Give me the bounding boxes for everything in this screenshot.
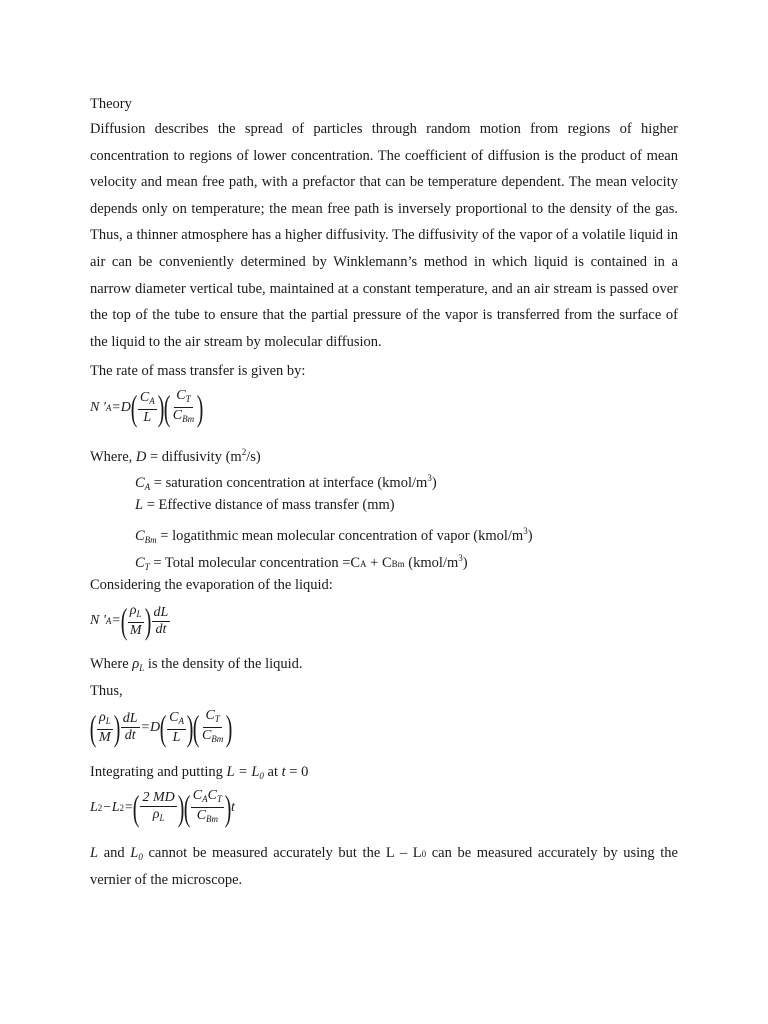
- thus-line: Thus,: [90, 683, 123, 699]
- def-effective-distance: L = Effective distance of mass transfer (mm): [135, 497, 395, 513]
- def-saturation-concentration: $C_A$ = saturation concentration at interface $(kmol/m^3)$: [135, 473, 437, 492]
- equation-evaporation: N ' A = ( $\frac{\rho_L}{M}$ ) $\frac{dL}{dt}$: [90, 601, 169, 641]
- section-heading: Theory: [90, 96, 132, 112]
- def-log-mean-concentration: $C_{Bm}$ = logatithmic mean molecular concentration of vapor $(kmol/m^3)$: [135, 526, 533, 545]
- evaporation-line: Considering the evaporation of the liquid:: [90, 577, 333, 593]
- def-diffusivity: Where, D = diffusivity $(m^2/s)$: [90, 447, 261, 465]
- intro-paragraph: Diffusion describes the spread of particles through random motion from regions of higher concentration to regions of lower concentration. The coefficient of diffusion is the product of mean velocity and mean free path, with a prefactor that can be temperature dependent. The mean velocity depends only on temperature; the mean free path is inversely proportional to the density of the gas. Thus, a thinner atmosphere has a higher diffusivity. The diffusivity of the vapor of a volatile liquid in air can be conveniently determined by Winklemann’s method in which liquid is contained in a narrow diameter vertical tube, maintained at a constant temperature, and an air stream is passed over the top of the tube to ensure that the partial pressure of the vapor is transferred from the surface of the liquid to the air stream by molecular diffusion.: [90, 121, 678, 350]
- integrating-line: Integrating and putting $L = L_0$ at t = 0: [90, 764, 309, 781]
- equation-integrated: L 2 −L 2 = ( $\frac{2 MD}{\rho_L}$ ) ( $\frac{C_AC_T}{C_{Bm}}$ ) t: [90, 787, 235, 828]
- conclusion-line-2: vernier of the microscope.: [90, 872, 243, 888]
- conclusion-line-1: L and $L_0$ cannot be measured accurately but the L – L0 can be measured accurately by using the: [90, 845, 678, 862]
- def-total-concentration: $C_T$ = Total molecular concentration =CA + CBm $(kmol/m^3)$: [135, 553, 468, 572]
- equation-combined: ( $\frac{\rho_L}{M}$ ) $\frac{dL}{dt}$ =D ( $\frac{C_A}{L}$ ) ( $\frac{C_T}{C_{Bm}}$ ): [89, 707, 233, 748]
- equation-rate-mass-transfer: N ' A =D ( $\frac{C_A}{L}$ ) ( $\frac{C_T}{C_{Bm}}$ ): [90, 387, 204, 428]
- density-definition: Where $\rho_L$ is the density of the liquid.: [90, 656, 303, 673]
- rate-intro-line: The rate of mass transfer is given by:: [90, 363, 306, 379]
